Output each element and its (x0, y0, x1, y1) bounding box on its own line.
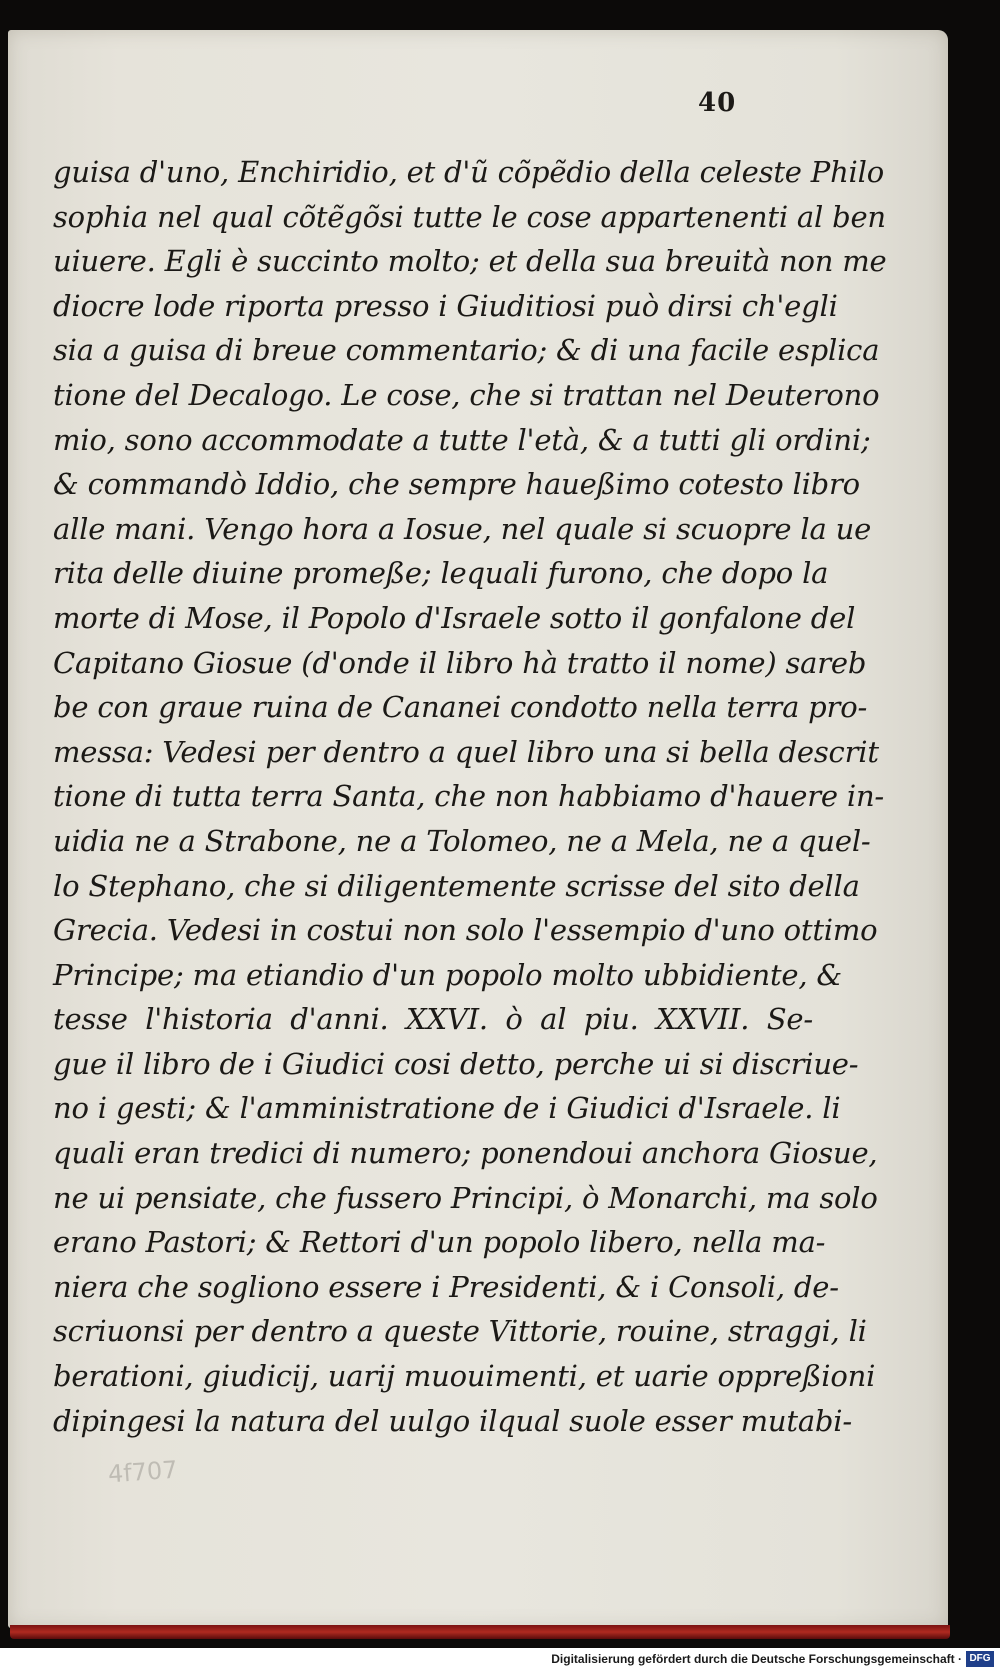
body-text (53, 150, 887, 1443)
text-line: ne ui pensiate, che fussero Principi, ò Monarchi, ma solo (53, 1180, 878, 1215)
text-line: alle mani. Vengo hora a Iosue, nel quale si scuopre la ue (53, 511, 872, 546)
text-line: berationi, giudicij, uarij muouimenti, et uarie oppreßioni (53, 1359, 876, 1394)
text-line: no i gesti; & l'amministratione de i Giudici d'Israele. li (53, 1091, 841, 1126)
text-line: niera che sogliono essere i Presidenti, & i Consoli, de- (53, 1269, 839, 1304)
text-line: rita delle diuine promeße; lequali furono, che dopo la (53, 556, 829, 591)
text-line: diocre lode riporta presso i Giuditiosi può dirsi ch'egli (53, 288, 838, 323)
text-line: gue il libro de i Giudici cosi detto, perche ui si discriue- (53, 1046, 859, 1081)
funding-credit: Digitalisierung gefördert durch die Deutsche Forschungsgemeinschaft · (551, 1652, 962, 1666)
dfg-logo: DFG (966, 1651, 994, 1667)
text-line: be con graue ruina de Cananei condotto nella terra pro- (53, 690, 868, 725)
text-line: & commandò Iddio, che sempre haueßimo cotesto libro (53, 467, 860, 502)
page-number: 40 (698, 88, 737, 118)
text-line: Grecia. Vedesi in costui non solo l'essempio d'uno ottimo (53, 913, 878, 948)
text-line: lo Stephano, che si diligentemente scrisse del sito della (53, 868, 860, 903)
text-line: sophia nel qual cõtẽgõsi tutte le cose appartenenti al ben (53, 199, 886, 234)
digitization-footer (0, 1648, 1000, 1674)
shelfmark-pencil-note: 4f707 (107, 1455, 179, 1489)
text-line: uiuere. Egli è succinto molto; et della sua breuità non me (53, 244, 887, 279)
text-line: tesse l'historia d'anni. XXVI. ò al piu. XXVII. Se- (53, 1002, 813, 1037)
text-line: quali eran tredici di numero; ponendoui anchora Giosue, (53, 1136, 878, 1171)
text-line: mio, sono accommodate a tutte l'età, & a tutti gli ordini; (53, 422, 871, 457)
red-page-edge (10, 1625, 950, 1639)
paper-page (8, 30, 948, 1628)
text-line: dipingesi la natura del uulgo ilqual suole esser mutabi- (53, 1403, 852, 1438)
text-line: Principe; ma etiandio d'un popolo molto ubbidiente, & (53, 957, 843, 992)
text-line: morte di Mose, il Popolo d'Israele sotto il gonfalone del (53, 600, 856, 635)
text-line: messa: Vedesi per dentro a quel libro una si bella descrit (53, 734, 879, 769)
text-line: guisa d'uno, Enchiridio, et d'ũ cõpẽdio della celeste Philo (53, 155, 884, 189)
text-line: sia a guisa di breue commentario; & di una facile esplica (53, 333, 880, 368)
text-line: Capitano Giosue (d'onde il libro hà tratto il nome) sareb (53, 645, 867, 680)
text-line: scriuonsi per dentro a queste Vittorie, rouine, straggi, li (53, 1314, 867, 1349)
text-line: tione di tutta terra Santa, che non habbiamo d'hauere in- (53, 779, 885, 814)
text-line: tione del Decalogo. Le cose, che si trattan nel Deuterono (53, 377, 880, 412)
text-line: erano Pastori; & Rettori d'un popolo libero, nella ma- (53, 1225, 826, 1260)
text-line: uidia ne a Strabone, ne a Tolomeo, ne a Mela, ne a quel- (53, 823, 871, 858)
